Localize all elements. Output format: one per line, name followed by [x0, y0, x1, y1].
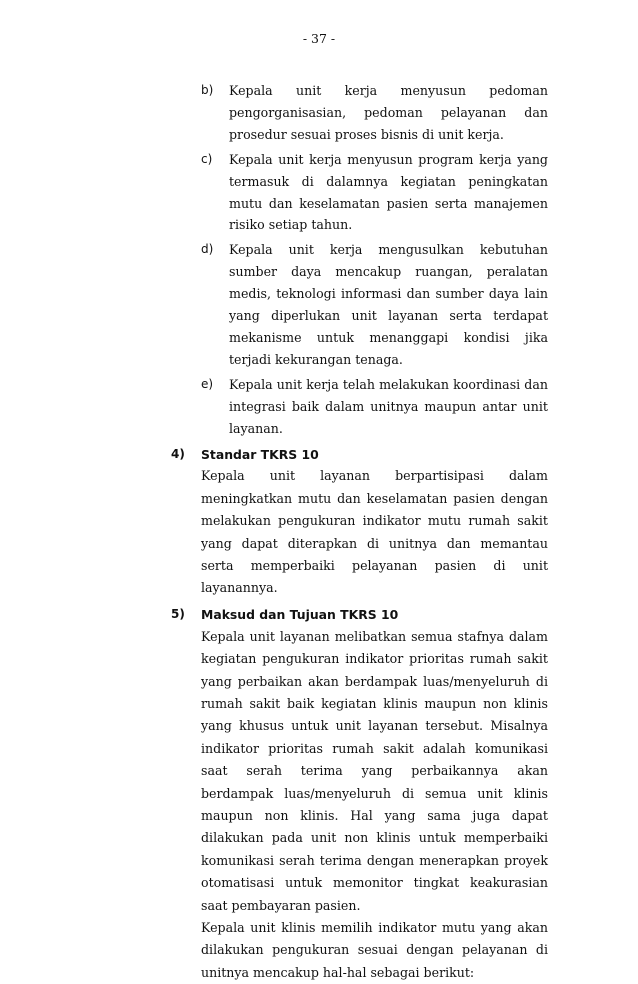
list-item	[201, 149, 548, 237]
list-item	[201, 80, 548, 146]
list-item-text: Kepala unit kerja mengusulkan kebutuhan sumber daya mencakup ruangan, peralatan medis, teknologi informasi dan sumber daya lain yang diperlukan unit layanan serta terdapat mekanisme untuk menanggapi kondisi jika terjadi kekurangan tenaga.	[229, 242, 548, 367]
section-title: Standar TKRS 10	[201, 446, 319, 462]
section-heading	[171, 604, 548, 626]
page-number: - 37 -	[302, 31, 336, 46]
list-item-text: pengorganisasian, pedoman pelayanan dan prosedur sesuai proses bisnis di unit kerja.	[229, 104, 548, 142]
list-item-text: Kepala unit kerja telah melakukan koordinasi dan integrasi baik dalam unitnya maupun antar unit layanan.	[229, 376, 548, 436]
list-item-first-line: Kepala unit kerja menyusun pedoman	[229, 83, 548, 98]
section-number: 4)	[171, 446, 185, 461]
section-heading	[171, 444, 548, 466]
purpose-paragraph: Kepala unit klinis memilih indikator mutu yang akan dilakukan pengukuran sesuai dengan pelayanan di unitnya mencakup hal-hal sebagai berikut:	[201, 920, 548, 980]
list-item-label: e)	[201, 376, 214, 391]
list-item-label: c)	[201, 151, 213, 166]
purpose-paragraph: Kepala unit layanan melibatkan semua stafnya dalam kegiatan pengukuran indikator prioritas rumah sakit yang perbaikan akan berdampak luas/menyeluruh di rumah sakit baik kegiatan klinis maupun non klinis yang khusus untuk unit layanan tersebut. Misalnya indikator prioritas rumah sakit adalah komunikasi saat serah terima yang perbaikannya akan berdampak luas/menyeluruh di semua unit klinis maupun non klinis. Hal yang sama juga dapat dilakukan pada unit non klinis untuk memperbaiki komunikasi serah terima dengan menerapkan proyek otomatisasi untuk memonitor tingkat keakurasian saat pembayaran pasien.	[201, 628, 548, 913]
standard-text: Kepala unit layanan berpartisipasi dalam meningkatkan mutu dan keselamatan pasien dengan melakukan pengukuran indikator mutu rumah sakit yang dapat diterapkan di unitnya dan memantau serta memperbaiki pelayanan pasien di unit layanannya.	[201, 468, 548, 596]
list-item-text: Kepala unit kerja menyusun program kerja yang termasuk di dalamnya kegiatan peningkatan mutu dan keselamatan pasien serta manajemen risiko setiap tahun.	[229, 151, 548, 233]
list-item-label: b)	[201, 83, 214, 97]
section-title: Maksud dan Tujuan TKRS 10	[201, 606, 399, 622]
list-item-label: d)	[201, 242, 214, 257]
page-content	[0, 80, 638, 984]
list-item	[201, 239, 548, 370]
list-item	[201, 374, 548, 440]
section-number: 5)	[171, 606, 185, 621]
